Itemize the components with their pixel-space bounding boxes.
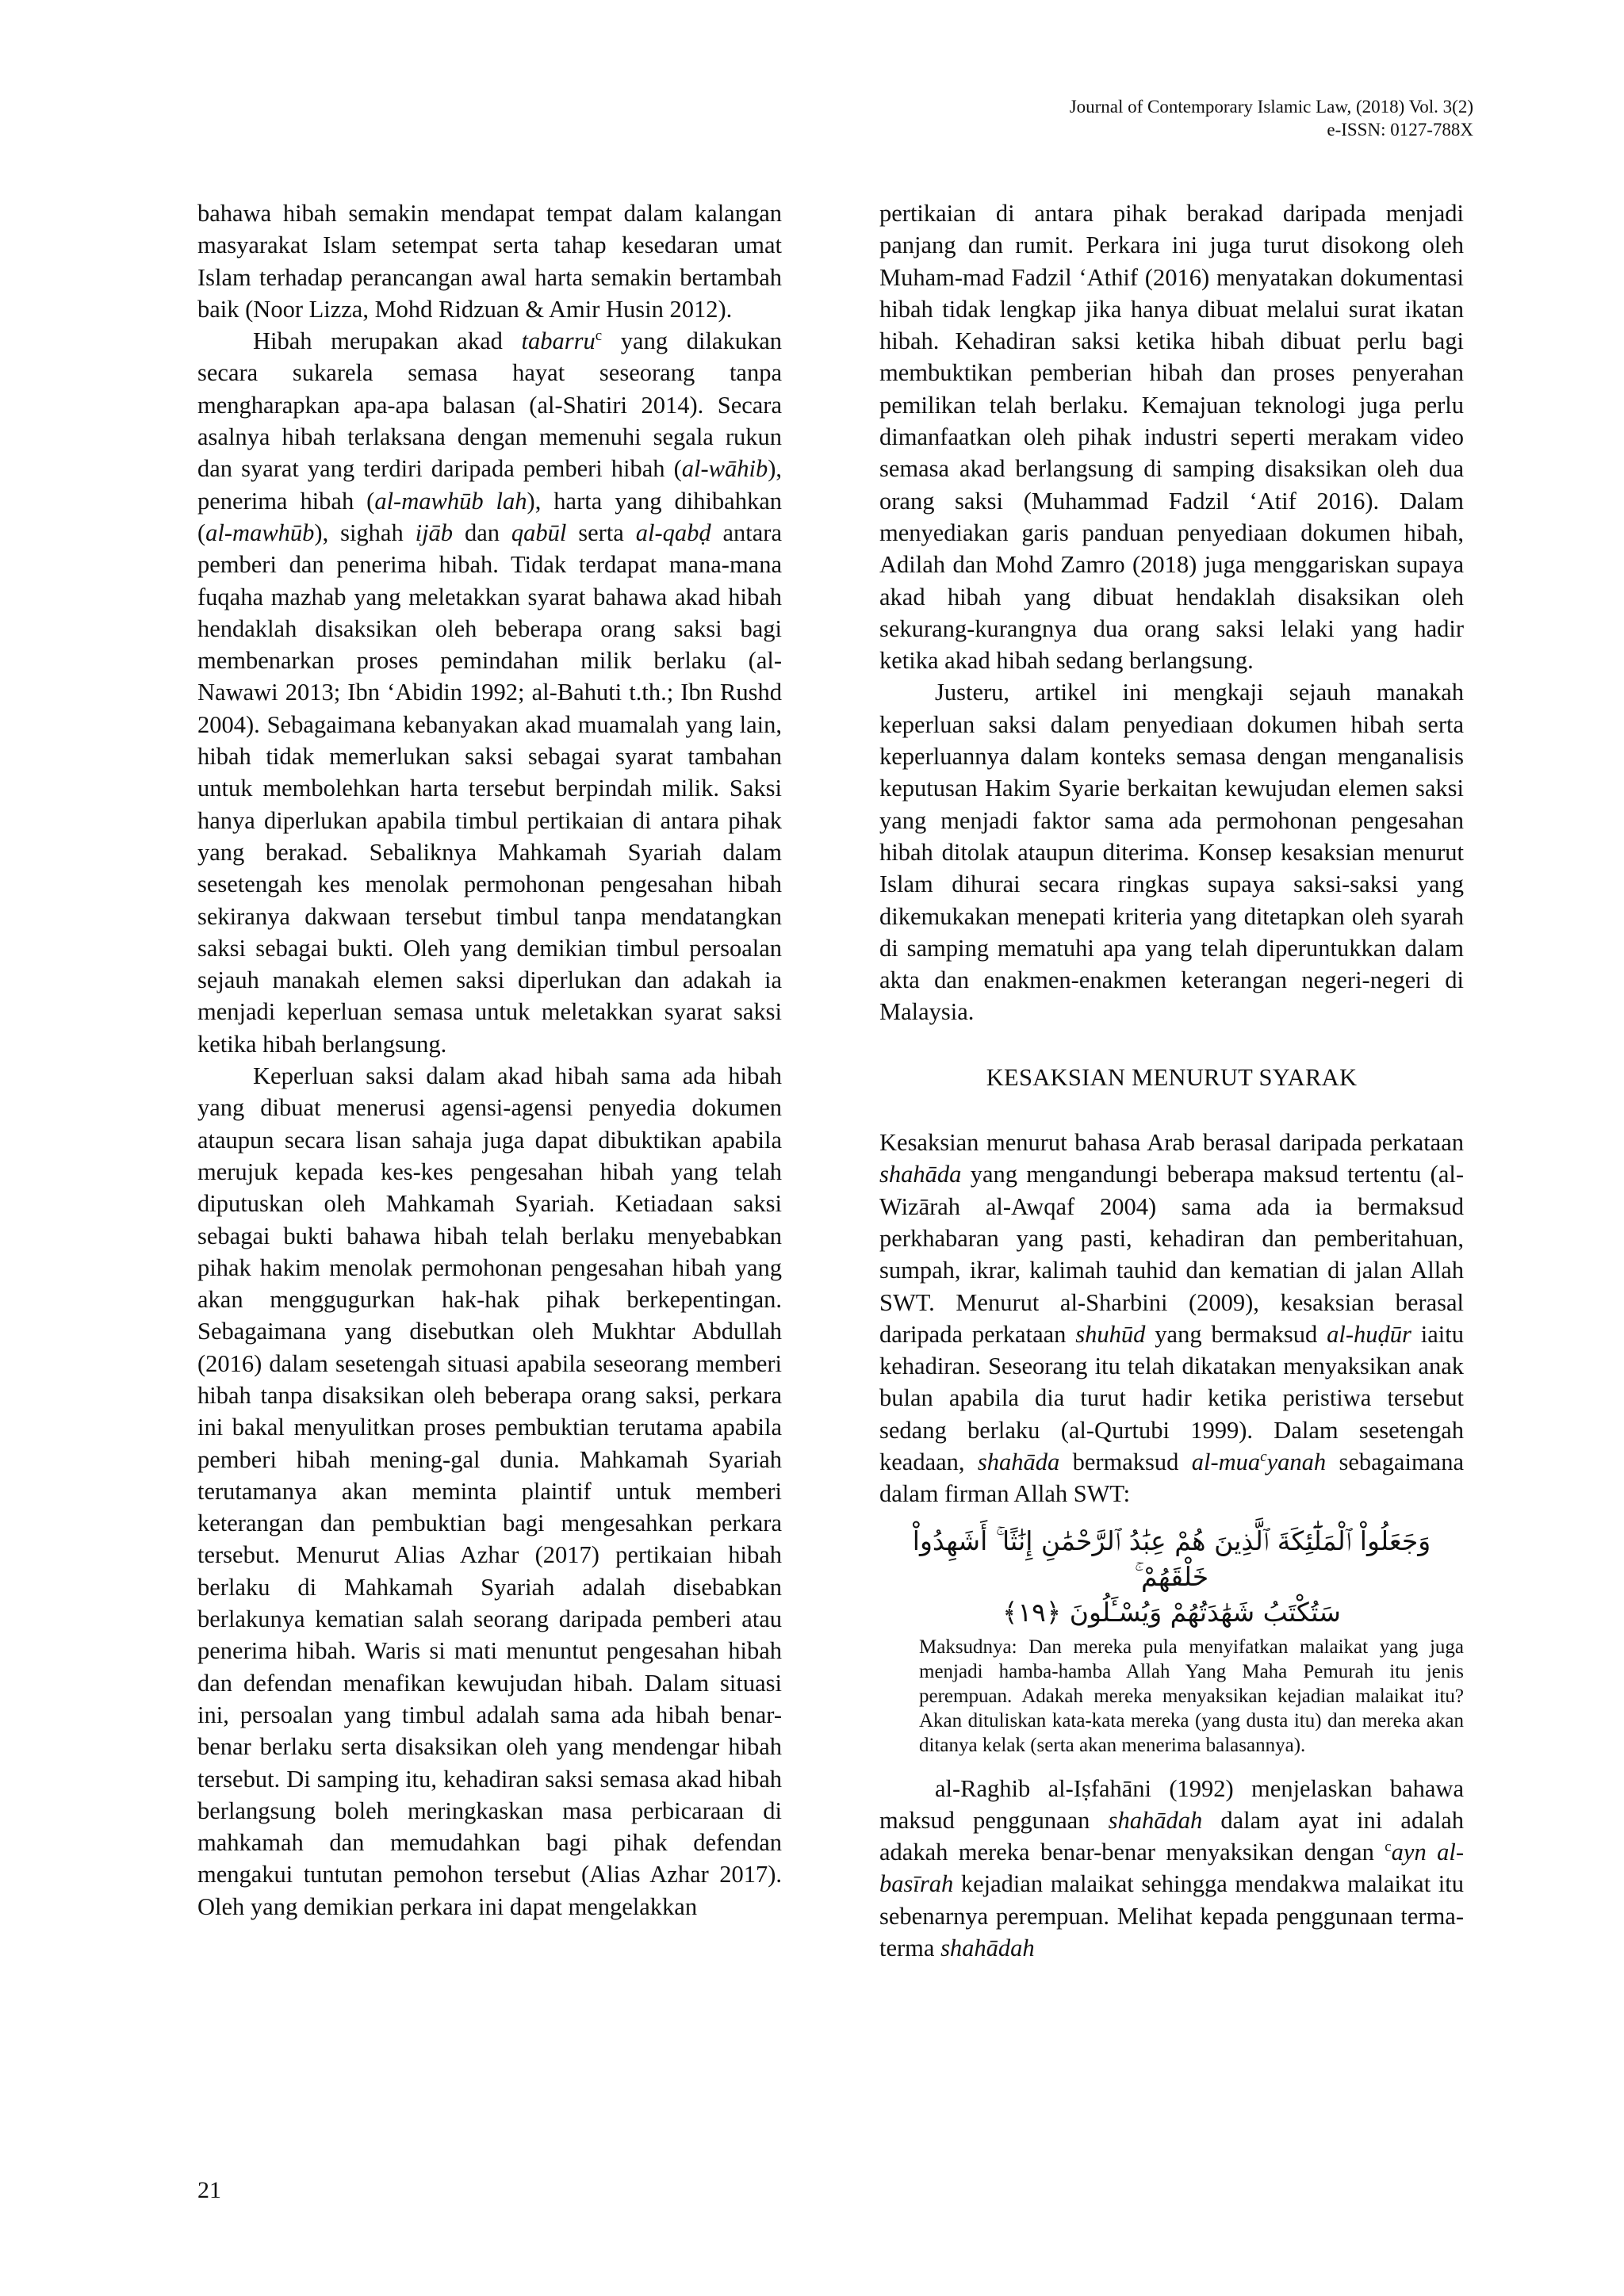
journal-title: Journal of Contemporary Islamic Law, (2018) Vol. 3(2) (1069, 97, 1473, 117)
quran-verse (879, 1523, 1464, 1630)
issn: e-ISSN: 0127-788X (1327, 120, 1473, 140)
running-header (1070, 95, 1473, 141)
arabic-line: وَجَعَلُواْ ٱلْمَلَٰٓئِكَةَ ٱلَّذِينَ هُمْ عِبَٰدُ ٱلرَّحْمَٰنِ إِنَٰثًا ۚ أَشَهِدُواْ خَلْقَهُمْ ۚ (912, 1525, 1431, 1592)
paragraph: Kesaksian menurut bahasa Arab berasal daripada perkataan shahāda yang mengandungi beberapa maksud tertentu (al-Wizārah al-Awqaf 2004) sama ada ia bermaksud perkhabaran yang pasti, kehadiran dan pemberitahuan, sumpah, ikrar, kalimah tauhid dan kematian di jalan Allah SWT. Menurut al-Sharbini (2009), kesaksian berasal daripada perkataan shuhūd yang bermaksud al-huḍūr iaitu kehadiran. Seseorang itu telah dikatakan menyaksikan anak bulan apabila dia turut hadir ketika peristiwa tersebut sedang berlaku (al-Qurtubi 1999). Dalam sesetengah keadaan, shahāda bermaksud al-mua$^c$yanah sebagaimana dalam firman Allah SWT: (879, 1129, 1464, 1508)
arabic-line: سَتُكْتَبُ شَهَٰدَتُهُمْ وَيُسْـَٔلُونَ ﴿١٩﴾ (1002, 1596, 1341, 1628)
paragraph: al-Raghib al-Iṣfahāni (1992) menjelaskan bahawa maksud penggunaan shahādah dalam ayat ini adalah adakah mereka benar-benar menyaksikan dengan $^c$ayn al-basīrah kejadian malaikat sehingga mendakwa malaikat itu sebenarnya perempuan. Melihat kepada penggunaan terma-terma shahādah (879, 1774, 1465, 1962)
page-number: 21 (197, 2177, 221, 2203)
paragraph: Hibah merupakan akad tabarru$^c$ yang dilakukan secara sukarela semasa hayat seseorang tanpa mengharapkan apa-apa balasan (al-Shatiri 2014). Secara asalnya hibah terlaksana dengan memenuhi segala rukun dan syarat yang terdiri daripada pemberi hibah (al-wāhib), penerima hibah (al-mawhūb lah), harta yang dihibahkan (al-mawhūb), sighah ijāb dan qabūl serta al-qabḍ antara pemberi dan penerima hibah. Tidak terdapat mana-mana fuqaha mazhab yang meletakkan syarat bahawa akad hibah hendaklah disaksikan oleh beberapa orang saksi bagi membenarkan proses pemindahan milik berlaku (al-Nawawi 2013; Ibn ‘Abidin 1992; al-Bahuti t.th.; Ibn Rushd 2004). Sebagaimana kebanyakan akad muamalah yang lain, hibah tidak memerlukan saksi sebagai syarat tambahan untuk membolehkan harta tersebut berpindah milik. Saksi hanya diperlukan apabila timbul pertikaian di antara pihak yang berakad. Sebaliknya Mahkamah Syariah dalam sesetengah kes menolak permohonan pengesahan hibah sekiranya dakwaan tersebut timbul tanpa mendatangkan saksi sebagai bukti. Oleh yang demikian timbul persoalan sejauh manakah elemen saksi diperlukan dan adakah ia menjadi keperluan semasa untuk meletakkan syarat saksi ketika hibah berlangsung. (197, 327, 782, 1058)
paragraph: Keperluan saksi dalam akad hibah sama ada hibah yang dibuat menerusi agensi-agensi penyedia dokumen ataupun secara lisan sahaja juga dapat dibuktikan apabila merujuk kepada kes-kes pengesahan hibah yang telah diputuskan oleh Mahkamah Syariah. Ketiadaan saksi sebagai bukti bahawa hibah telah berlaku menyebabkan pihak hakim menolak permohonan pengesahan hibah yang akan menggugurkan hak-hak pihak berkepentingan. Sebagaimana yang disebutkan oleh Mukhtar Abdullah (2016) dalam sesetengah situasi apabila seseorang memberi hibah tanpa disaksikan oleh beberapa orang saksi, perkara ini bakal menyulitkan proses pembuktian terutama apabila pemberi hibah mening-gal dunia. Mahkamah Syariah terutamanya akan meminta plaintif untuk memberi keterangan dan pembuktian bagi mengesahkan perkara tersebut. Menurut Alias Azhar (2017) pertikaian hibah berlaku di Mahkamah Syariah adalah disebabkan berlakunya kematian salah seorang daripada pemberi atau penerima hibah. Waris si mati menuntut pengesahan hibah dan defendan menafikan kewujudan hibah. Dalam situasi ini, persoalan yang timbul adalah sama ada hibah benar-benar berlaku serta disaksikan oleh yang mendengar hibah tersebut. Di samping itu, kehadiran saksi semasa akad hibah berlangsung boleh meringkaskan masa perbicaraan di mahkamah dan memudahkan bagi pihak defendan mengakui tuntutan pemohon tersebut (Alias Azhar 2017). Oleh yang demikian perkara ini dapat mengelakkan (197, 1062, 782, 1920)
paragraph: bahawa hibah semakin mendapat tempat dalam kalangan masyarakat Islam setempat serta tahap kesedaran umat Islam terhadap perancangan awal harta semakin bertambah baik (Noor Lizza, Mohd Ridzuan & Amir Husin 2012). (197, 200, 782, 323)
right-column (879, 197, 1464, 1964)
verse-translation: Maksudnya: Dan mereka pula menyifatkan malaikat yang juga menjadi hamba-hamba Allah Yang Maha Pemurah itu jenis perempuan. Adakah mereka menyaksikan kejadian malaikat itu? Akan dituliskan kata-kata mereka (yang dusta itu) dan mereka akan ditanya kelak (serta akan menerima balasannya). (919, 1636, 1464, 1757)
paragraph: pertikaian di antara pihak berakad daripada menjadi panjang dan rumit. Perkara ini juga turut disokong oleh Muham-mad Fadzil ‘Athif (2016) menyatakan dokumentasi hibah tidak lengkap jika hanya dibuat melalui surat ikatan hibah. Kehadiran saksi ketika hibah dibuat perlu bagi membuktikan pemberian hibah dan proses penyerahan pemilikan telah berlaku. Kemajuan teknologi juga perlu dimanfaatkan oleh pihak industri seperti merakam video semasa akad berlangsung di samping disaksikan oleh dua orang saksi (Muhammad Fadzil ‘Atif 2016). Dalam menyediakan garis panduan penyediaan dokumen hibah, Adilah dan Mohd Zamro (2018) juga menggariskan supaya akad hibah yang dibuat hendaklah disaksikan oleh sekurang-kurangnya dua orang saksi lelaki yang hadir ketika akad hibah sedang berlangsung. (879, 200, 1464, 675)
left-column (197, 197, 782, 1923)
paragraph: Justeru, artikel ini mengkaji sejauh manakah keperluan saksi dalam penyediaan dokumen hibah serta keperluannya dalam konteks semasa dengan menganalisis keputusan Hakim Syarie berkaitan kewujudan elemen saksi yang menjadi faktor sama ada permohonan pengesahan hibah ditolak ataupun diterima. Konsep kesaksian menurut Islam dihurai secara ringkas supaya saksi-saksi yang dikemukakan menepati kriteria yang ditetapkan oleh syarah di samping mematuhi apa yang telah diperuntukkan dalam akta dan enakmen-enakmen keterangan negeri-negeri di Malaysia. (879, 679, 1464, 1026)
section-heading: KESAKSIAN MENURUT SYARAK (986, 1063, 1358, 1091)
